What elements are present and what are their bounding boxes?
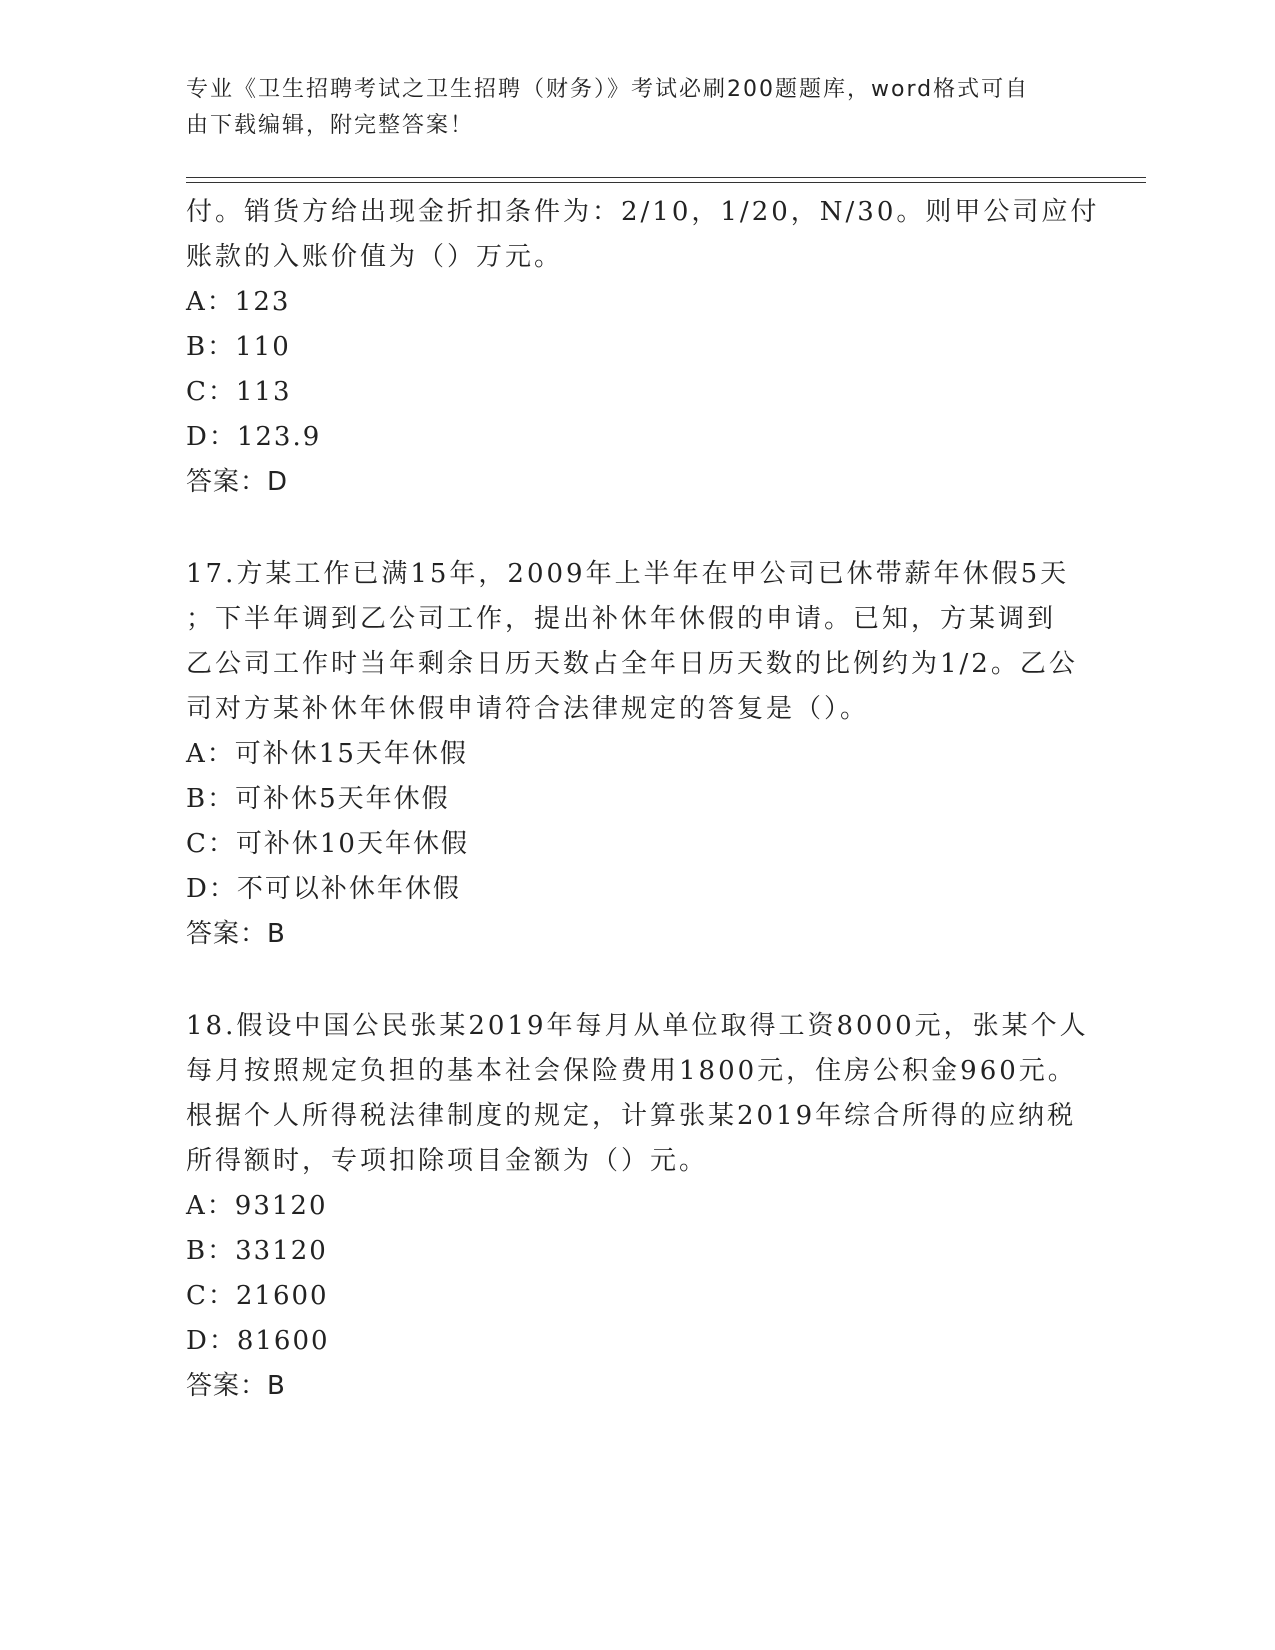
question-17-answer: 答案：B [186,919,286,949]
question-18-text-line: 18.假设中国公民张某2019年每月从单位取得工资8000元，张某个人 [186,1011,1089,1041]
question-17-option-a: A：可补休15天年休假 [186,739,468,769]
question-18-option-a: A：93120 [186,1191,328,1221]
question-17-option-d: D：不可以补休年休假 [186,874,461,904]
question-17-text-line: ；下半年调到乙公司工作，提出补休年休假的申请。已知，方某调到 [186,604,1057,634]
question-16-text-line: 付。销货方给出现金折扣条件为：2/10，1/20，N/30。则甲公司应付 [186,197,1100,227]
question-16-option-d: D：123.9 [186,422,322,452]
question-18-option-c: C：21600 [186,1281,329,1311]
question-17-text-line: 司对方某补休年休假申请符合法律规定的答复是（）。 [186,694,870,724]
question-17 [186,552,1086,957]
question-18-text-line: 所得额时，专项扣除项目金额为（）元。 [186,1146,709,1176]
question-17-option-b: B：可补休5天年休假 [186,784,450,814]
question-16-option-c: C：113 [186,377,292,407]
question-18-option-d: D：81600 [186,1326,330,1356]
question-18-text-line: 根据个人所得税法律制度的规定，计算张某2019年综合所得的应纳税 [186,1101,1077,1131]
question-18-option-b: B：33120 [186,1236,328,1266]
question-16-option-b: B：110 [186,332,291,362]
question-18-text-line: 每月按照规定负担的基本社会保险费用1800元，住房公积金960元。 [186,1056,1077,1086]
question-16-answer: 答案：D [186,467,289,497]
question-spacer [186,957,1086,1004]
question-17-text-line: 17.方某工作已满15年，2009年上半年在甲公司已休带薪年休假5天 [186,559,1070,589]
header-line-1: 专业《卫生招聘考试之卫生招聘（财务）》考试必刷200题题库，word格式可自 [186,77,1030,102]
question-spacer [186,505,1086,552]
question-17-text-line: 乙公司工作时当年剩余日历天数占全年日历天数的比例约为1/2。乙公 [186,649,1078,679]
question-16 [186,190,1100,505]
question-18 [186,1004,1089,1409]
question-16-text-line: 账款的入账价值为（）万元。 [186,242,564,272]
document-header [186,72,1086,144]
document-body [186,190,1100,1409]
header-divider-top [186,177,1146,178]
question-16-option-a: A：123 [186,287,291,317]
question-17-option-c: C：可补休10天年休假 [186,829,469,859]
header-line-2: 由下载编辑，附完整答案！ [186,113,475,138]
question-18-answer: 答案：B [186,1371,286,1401]
header-divider-bottom [186,182,1146,183]
